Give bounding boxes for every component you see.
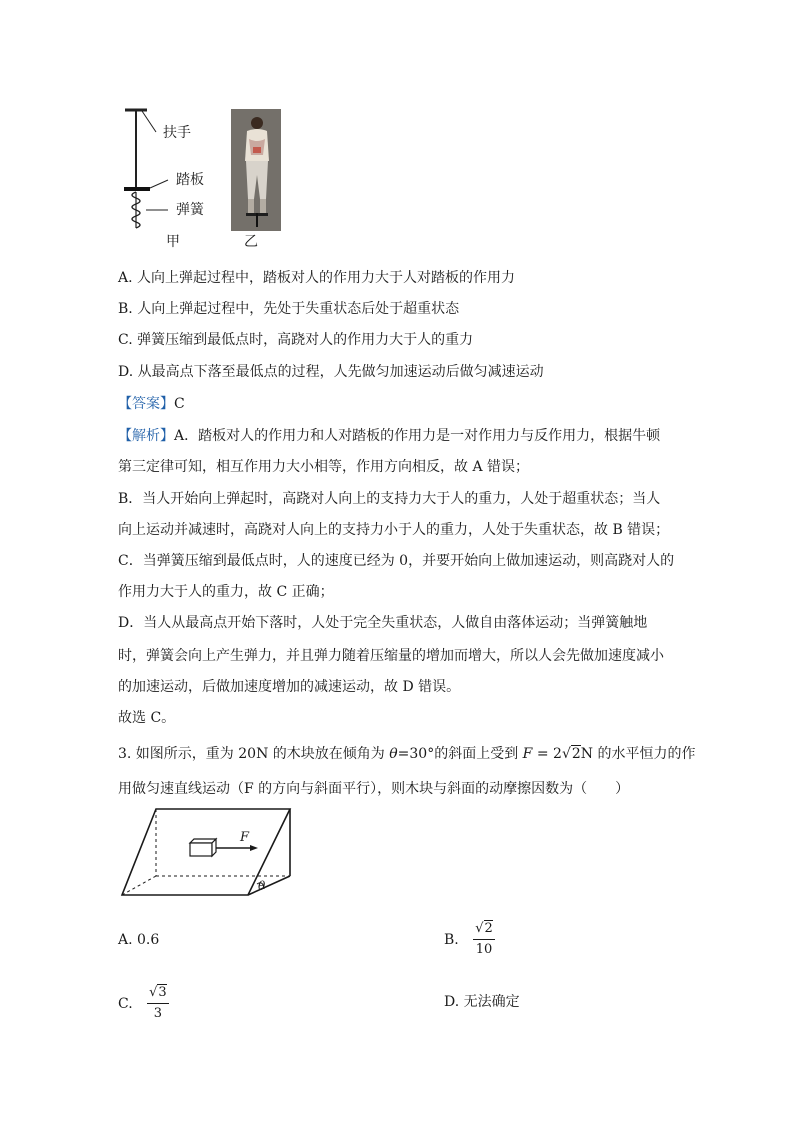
sqrt-icon: √: [561, 746, 571, 762]
q3-option-b: [444, 919, 495, 960]
q2-analysis-line-7: D．当人从最高点开始下落时，人处于完全失重状态，人做自由落体运动；当弹簧触地: [118, 615, 648, 631]
q2-analysis-line-8: 时，弹簧会向上产生弹力，并且弹力随着压缩量的增加而增大，所以人会先做加速度减小: [118, 648, 664, 664]
incline-diagram: [118, 806, 298, 898]
label-jia: 甲: [166, 234, 180, 250]
q3-eq: = 2: [532, 746, 562, 762]
q3-stem-1c: 的水平恒力的作: [593, 746, 696, 762]
q3-option-a: A. 0.6: [118, 932, 160, 948]
q2-analysis-line-4: 向上运动并减速时，高跷对人向上的支持力小于人的重力，人处于失重状态，故 B 错误；: [118, 522, 670, 538]
q2-option-b: B. 人向上弹起过程中，先处于失重状态后处于超重状态: [118, 301, 460, 317]
q3-option-b-denominator: 10: [475, 942, 493, 957]
q2-option-c: C. 弹簧压缩到最低点时，高跷对人的作用力大于人的重力: [118, 332, 474, 348]
incline-drawing: [118, 806, 298, 898]
answer-tag: 【答案】: [118, 396, 174, 412]
q3-option-c: [118, 983, 169, 1024]
q3-stem-line-2: 用做匀速直线运动（F 的方向与斜面平行），则木块与斜面的动摩擦因数为（ ）: [118, 781, 630, 797]
sqrt-icon: √: [149, 985, 158, 1000]
q3-option-d: D. 无法确定: [444, 994, 520, 1010]
q2-option-d: D. 从最高点下落至最低点的过程，人先做匀加速运动后做匀减速运动: [118, 364, 544, 380]
q2-answer-line: [118, 394, 185, 414]
q3-option-c-denominator: 3: [153, 1006, 163, 1021]
q2-analysis-line-6: 作用力大于人的重力，故 C 正确；: [118, 584, 334, 600]
q2-analysis-line-10: 故选 C。: [118, 710, 176, 726]
q3-option-c-prefix: C.: [118, 995, 133, 1012]
q3-stem-1b: =30°的斜面上受到: [397, 746, 523, 762]
q3-option-c-numerator: 3: [158, 985, 167, 1000]
q3-force-symbol: F: [522, 746, 533, 762]
q3-option-c-fraction: [147, 983, 169, 1024]
q3-option-b-prefix: B.: [444, 931, 459, 948]
q3-option-b-numerator: 2: [484, 921, 493, 936]
incline-angle-label: θ: [258, 879, 266, 893]
q3-option-b-fraction: [473, 919, 495, 960]
label-handle: 扶手: [163, 125, 191, 141]
q2-option-a: A. 人向上弹起过程中，踏板对人的作用力大于人对踏板的作用力: [118, 270, 516, 286]
label-spring: 弹簧: [176, 202, 204, 218]
q3-stem-line-1: [118, 744, 695, 764]
label-pedal: 踏板: [176, 172, 204, 188]
analysis-tag: 【解析】: [118, 428, 174, 444]
q3-theta: θ: [389, 746, 398, 762]
q2-analysis-line-1: [118, 426, 660, 446]
sqrt-icon: √: [475, 921, 484, 936]
q2-analysis-line-3: B．当人开始向上弹起时，高跷对人向上的支持力大于人的重力，人处于超重状态；当人: [118, 491, 661, 507]
q3-stem-1a: 3. 如图所示，重为 20N 的木块放在倾角为: [118, 746, 390, 762]
q3-unit: N: [580, 746, 594, 762]
q2-analysis-line-5: C．当弹簧压缩到最低点时，人的速度已经为 0，并要开始向上做加速运动，则高跷对人的: [118, 553, 675, 569]
label-yi: 乙: [244, 234, 258, 250]
q2-analysis-line-9: 的加速运动，后做加速度增加的减速运动，故 D 错误。: [118, 679, 461, 695]
incline-force-label: F: [240, 830, 250, 845]
q3-sqrt-value: 2: [571, 746, 581, 762]
analysis-text-1: A．踏板对人的作用力和人对踏板的作用力是一对作用力与反作用力，根据牛顿: [174, 428, 661, 444]
answer-value: C: [174, 396, 185, 412]
person-photo: [231, 109, 281, 231]
person-silhouette: [231, 109, 281, 231]
q2-analysis-line-2: 第三定律可知，相互作用力大小相等，作用方向相反，故 A 错误；: [118, 459, 530, 475]
